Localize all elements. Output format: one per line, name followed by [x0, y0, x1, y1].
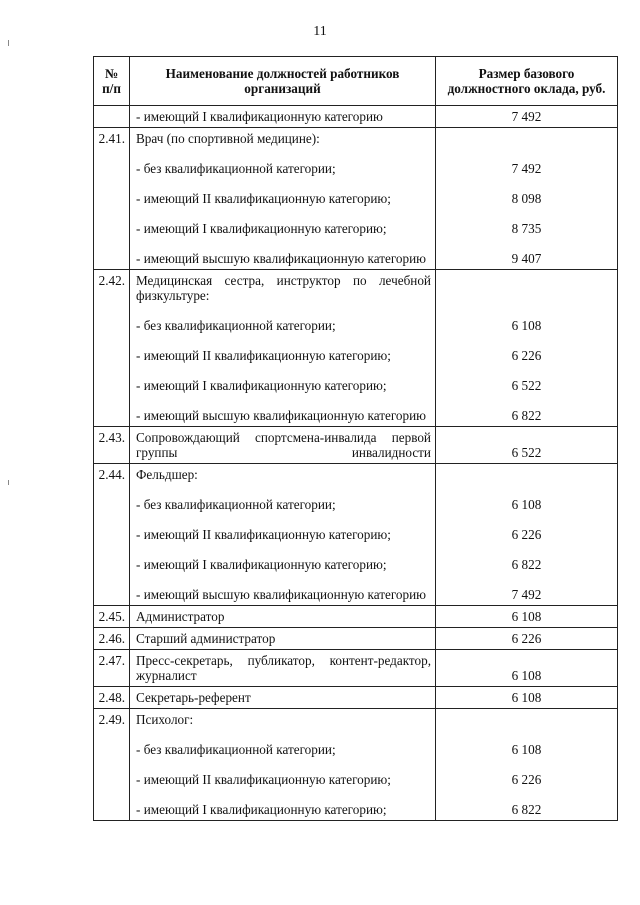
salary-value: 8 098 [511, 191, 542, 206]
position-line: - имеющий II квалификационную категорию; [136, 348, 391, 363]
position-line: - имеющий I квалификационную категорию [136, 109, 383, 124]
header-number: № п/п [94, 57, 130, 106]
row-number: 2.49. [94, 709, 130, 821]
salary-value: 6 822 [511, 408, 542, 423]
salary-value: 7 492 [511, 109, 542, 124]
salary-value: 6 226 [511, 527, 542, 542]
position-line: - без квалификационной категории; [136, 742, 336, 757]
header-base-salary: Размер базового должностного оклада, руб. [436, 57, 618, 106]
row-number: 2.43. [94, 427, 130, 464]
table-row [94, 709, 618, 821]
row-number: 2.42. [94, 270, 130, 427]
salary-value: 6 822 [511, 557, 542, 572]
position-line: - имеющий высшую квалификационную категорию [136, 408, 427, 423]
salary-value: 9 407 [511, 251, 542, 266]
position-line: - имеющий I квалификационную категорию; [136, 221, 387, 236]
position-title: Психолог: [136, 712, 194, 727]
salary-value: 8 735 [511, 221, 542, 236]
position-line: - без квалификационной категории; [136, 161, 336, 176]
row-number: 2.44. [94, 464, 130, 606]
salary-table [93, 56, 618, 821]
row-number: 2.41. [94, 128, 130, 270]
position-line: Администратор [136, 609, 225, 624]
salary-value: 6 108 [511, 668, 542, 683]
position-line: - имеющий II квалификационную категорию; [136, 527, 391, 542]
row-number: 2.47. [94, 650, 130, 687]
table-row [94, 650, 618, 687]
table-row [94, 628, 618, 650]
row-number: 2.48. [94, 687, 130, 709]
table-row [94, 687, 618, 709]
page-number: 11 [313, 24, 327, 39]
position-line: - имеющий I квалификационную категорию; [136, 557, 387, 572]
table-row [94, 427, 618, 464]
position-line: Старший администратор [136, 631, 276, 646]
scan-artifact [8, 40, 9, 46]
position-line: - имеющий II квалификационную категорию; [136, 772, 391, 787]
salary-value: 6 522 [511, 445, 542, 460]
position-line: Сопровождающий спортсмена-инвалида первой группы инвалидности [136, 430, 431, 460]
table-row [94, 270, 618, 427]
salary-value: 7 492 [511, 587, 542, 602]
salary-value: 6 522 [511, 378, 542, 393]
scan-artifact [8, 480, 9, 485]
position-line: - без квалификационной категории; [136, 497, 336, 512]
position-line: - без квалификационной категории; [136, 318, 336, 333]
salary-value [440, 467, 613, 482]
salary-value: 6 226 [511, 772, 542, 787]
position-line: - имеющий II квалификационную категорию; [136, 191, 391, 206]
position-title: Медицинская сестра, инструктор по лечебной физкультуре: [136, 273, 431, 303]
table-row [94, 464, 618, 606]
salary-value: 6 108 [511, 690, 542, 705]
salary-value [440, 131, 613, 146]
salary-value: 6 822 [511, 802, 542, 817]
position-line: - имеющий I квалификационную категорию; [136, 802, 387, 817]
table-header-row [94, 57, 618, 106]
salary-value [440, 273, 613, 288]
position-line: Секретарь-референт [136, 690, 251, 705]
position-line: - имеющий высшую квалификационную категорию [136, 251, 427, 266]
row-number: 2.45. [94, 606, 130, 628]
salary-value: 7 492 [511, 161, 542, 176]
salary-value: 6 108 [511, 609, 542, 624]
row-number: 2.46. [94, 628, 130, 650]
position-line: - имеющий I квалификационную категорию; [136, 378, 387, 393]
header-position-name: Наименование должностей работников организаций [130, 57, 436, 106]
salary-value: 6 108 [511, 497, 542, 512]
salary-value: 6 108 [511, 318, 542, 333]
table-row [94, 606, 618, 628]
salary-value [440, 712, 613, 727]
salary-value: 6 226 [511, 348, 542, 363]
salary-value: 6 226 [511, 631, 542, 646]
position-line: Пресс-секретарь, публикатор, контент-редактор, журналист [136, 653, 431, 683]
table-row [94, 128, 618, 270]
table-row [94, 106, 618, 128]
position-title: Фельдшер: [136, 467, 198, 482]
row-number [94, 106, 130, 128]
salary-value: 6 108 [511, 742, 542, 757]
position-title: Врач (по спортивной медицине): [136, 131, 320, 146]
position-line: - имеющий высшую квалификационную категорию [136, 587, 427, 602]
